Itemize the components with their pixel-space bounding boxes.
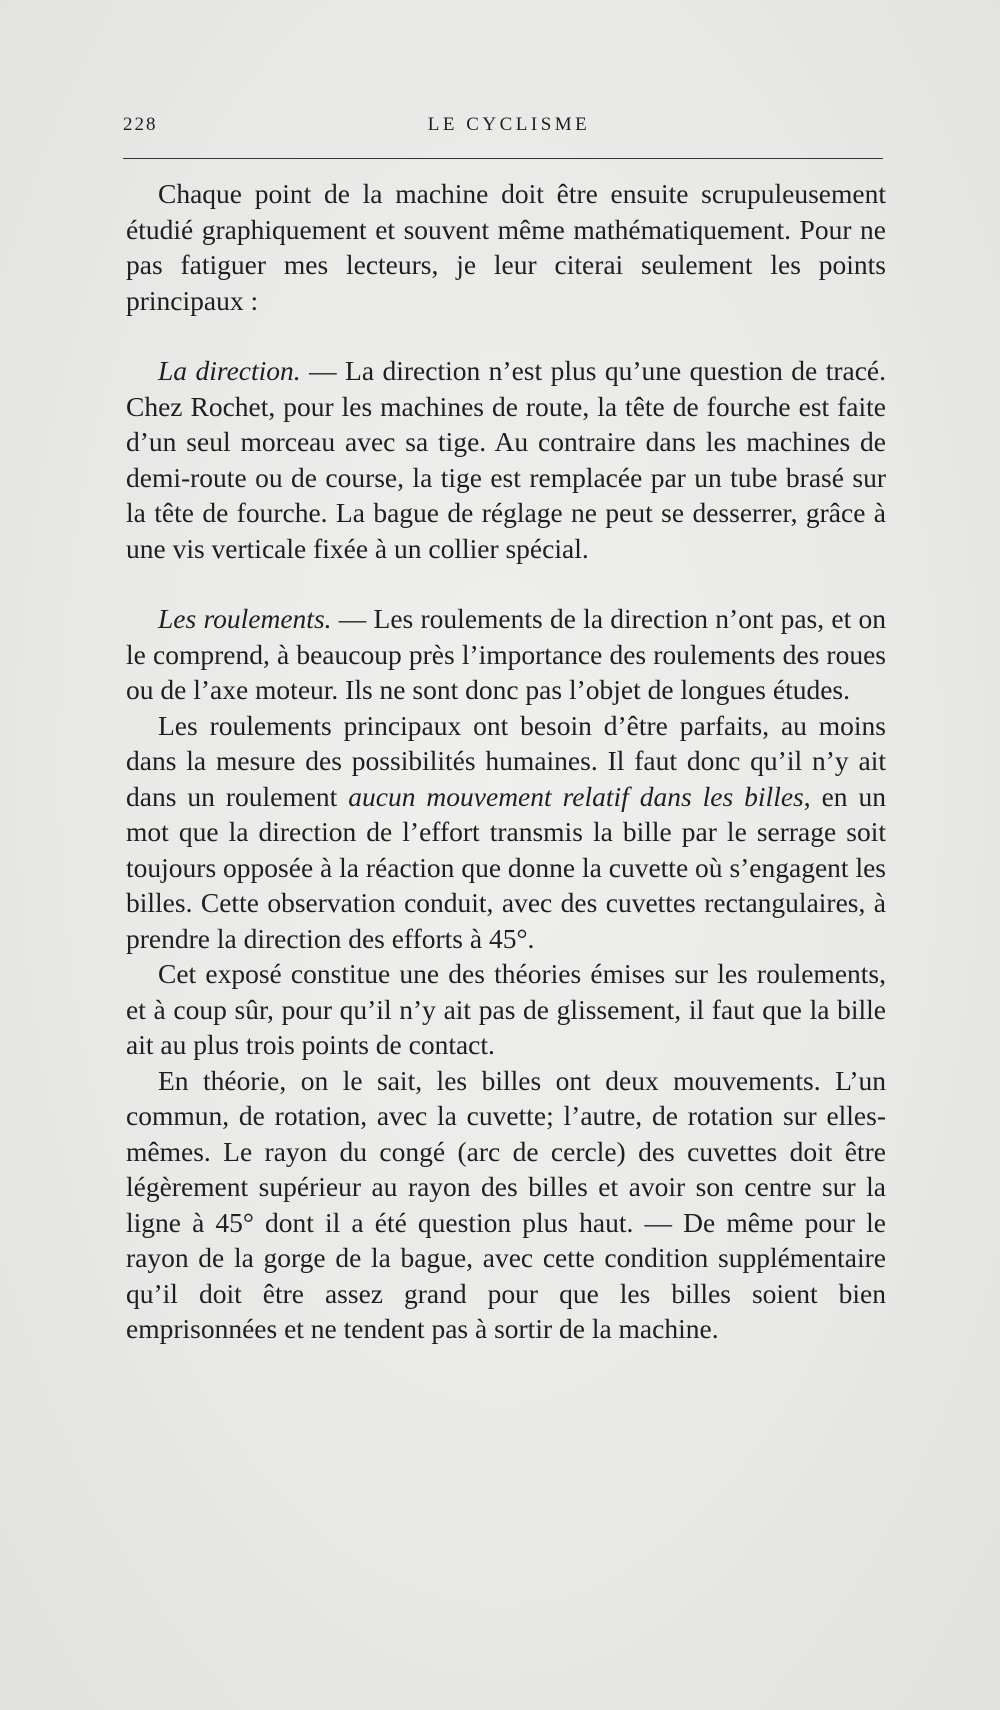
paragraph-roulements-body: — Les roulements de la direction n’ont pas, et on le comprend, à beaucoup près l’importance des roulements des roues ou de l’axe moteur. Ils ne sont donc pas l’objet de longues études. <box>126 603 886 705</box>
paragraph-text: Les roulements principaux ont besoin d’être parfaits, au moins dans la mesure des possibilités humaines. Il faut donc qu’il n’y ait dans un roulement <box>126 709 886 812</box>
paragraph-direction <box>126 353 886 566</box>
paragraph-text: , en un mot que la direction de l’effort transmis la bille par le serrage soit toujours opposée à la réaction que donne la cuvette où s’engagent les billes. Cette observation conduit, avec des cuvettes rectangulaires, à prendre la direction des efforts à 45°. <box>126 780 886 954</box>
running-head <box>123 114 895 144</box>
body-text <box>126 176 886 1347</box>
paragraph-direction-body: — La direction n’est plus qu’une question de tracé. Chez Rochet, pour les machines de route, la tête de fourche est faite d’un seul morceau avec sa tige. Au contraire dans les machines de demi-route ou de course, la tige est remplacée par un tube brasé sur la tête de fourche. La bague de réglage ne peut se desserrer, grâce à une vis verticale fixée à un collier spécial. <box>126 355 887 564</box>
section-heading-direction: La direction. <box>158 355 301 386</box>
paragraph-theorie: En théorie, on le sait, les billes ont deux mouvements. L’un commun, de rotation, avec la cuvette; l’autre, de rotation sur elles-mêmes. Le rayon du congé (arc de cercle) des cuvettes doit être légèrement supérieur au rayon des billes et avoir son centre sur la ligne à 45° dont il a été question plus haut. — De même pour le rayon de la gorge de la bague, avec cette condition supplémentaire qu’il doit être assez grand pour que les billes soient bien emprisonnées et ne tendent pas à sortir de la machine. <box>126 1064 886 1344</box>
paragraph-expose: Cet exposé constitue une des théories émises sur les roulements, et à coup sûr, pour qu’il n’y ait pas de glissement, il faut que la bille ait au plus trois points de contact. <box>126 958 886 1060</box>
header-rule <box>123 158 883 159</box>
paragraph-intro: Chaque point de la machine doit être ensuite scrupuleusement étudié graphiquement et souvent même mathématiquement. Pour ne pas fatiguer mes lecteurs, je leur citerai seulement les points principaux : <box>126 178 886 316</box>
section-heading-roulements: Les roulements. <box>158 603 332 634</box>
page-number: 228 <box>123 114 158 135</box>
running-title: LE CYCLISME <box>427 114 591 135</box>
paragraph-roulements-principaux <box>126 708 886 957</box>
emphasis-text: aucun mouvement relatif dans les billes <box>348 780 804 812</box>
paragraph-roulements <box>126 601 886 708</box>
